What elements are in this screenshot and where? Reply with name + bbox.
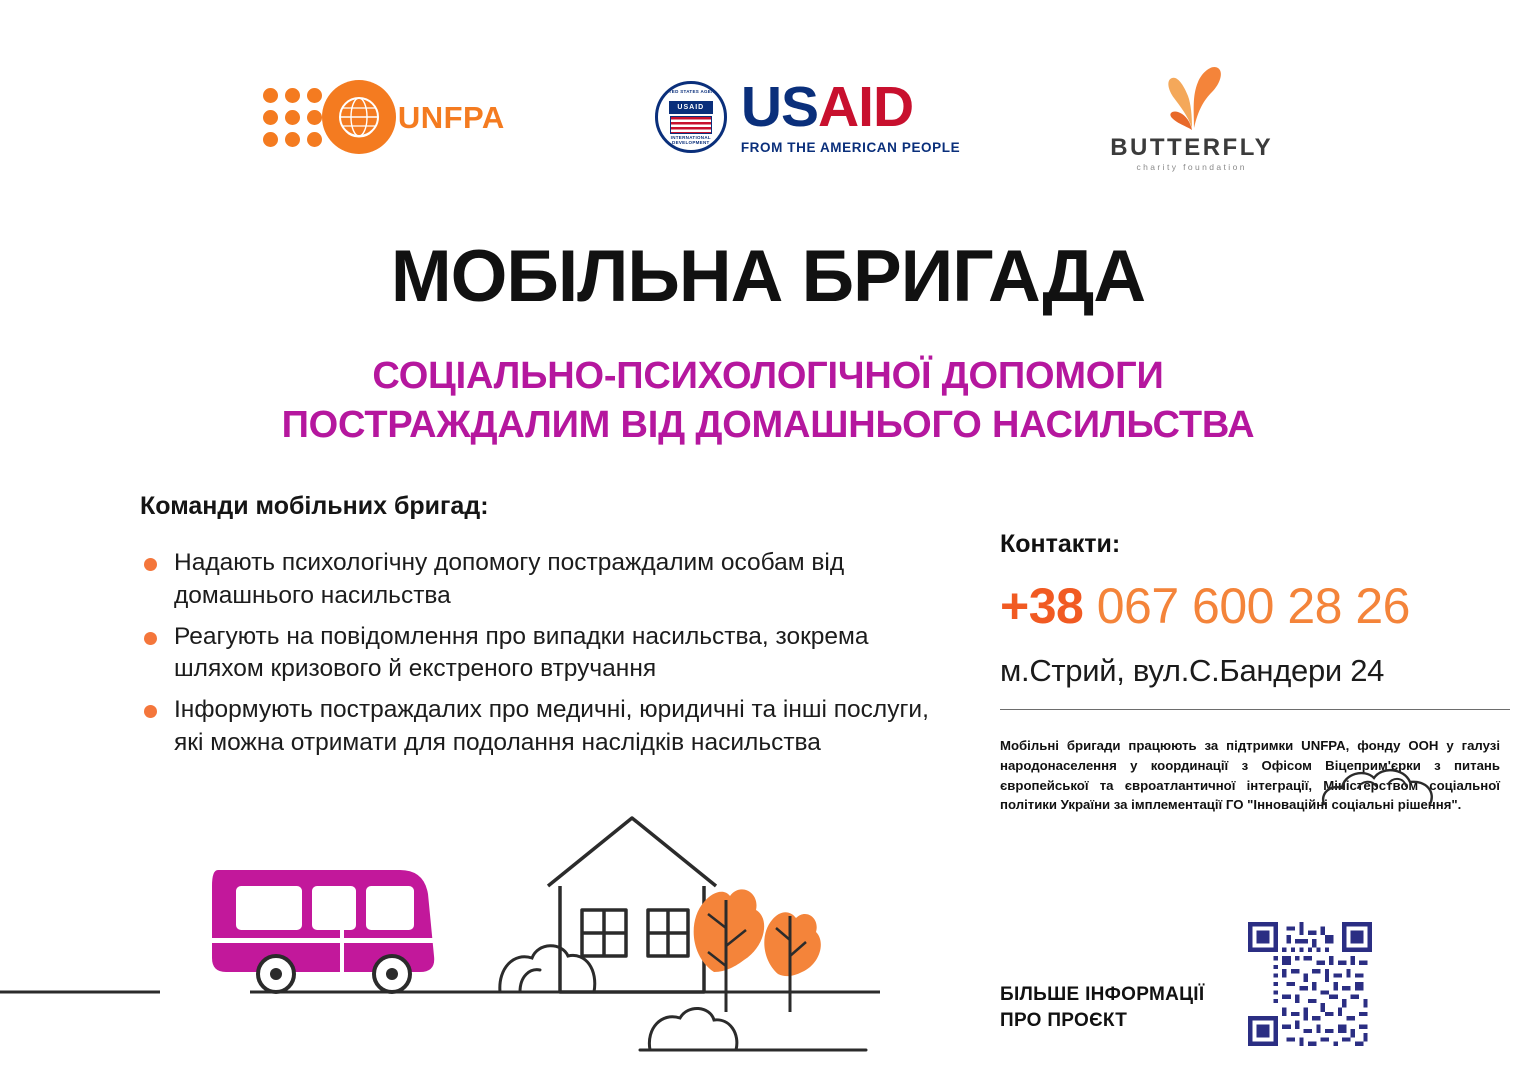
usaid-seal-icon xyxy=(655,81,727,153)
usaid-tagline: FROM THE AMERICAN PEOPLE xyxy=(740,140,961,156)
usaid-seal-stripes-icon xyxy=(670,116,712,134)
contacts-section xyxy=(1000,530,1500,1031)
unfpa-wordmark: UNFPA xyxy=(397,99,505,135)
trees-icon xyxy=(694,889,821,1012)
usaid-wordmark-us: US xyxy=(740,75,818,140)
page-subtitle-line-1: СОЦІАЛЬНО-ПСИХОЛОГІЧНОЇ ДОПОМОГИ xyxy=(372,355,1164,397)
qr-code-icon[interactable] xyxy=(1248,922,1372,1046)
more-info-line-1: БІЛЬШЕ ІНФОРМАЦІЇ xyxy=(1000,984,1205,1005)
phone-country-code: +38 xyxy=(1000,578,1084,634)
un-globe-icon xyxy=(322,80,396,154)
butterfly-logo xyxy=(1110,62,1273,172)
address-text: м.Стрий, вул.С.Бандери 24 xyxy=(1000,653,1385,688)
usaid-logo xyxy=(655,75,961,156)
page-title: МОБІЛЬНА БРИГАДА xyxy=(390,236,1146,317)
more-info-line-2: ПРО ПРОЄКТ xyxy=(1000,1009,1128,1031)
contacts-heading: Контакти: xyxy=(1000,530,1121,558)
usaid-text-block xyxy=(740,75,961,156)
list-item: Надають психологічну допомогу постраждалим особам від домашнього насильства xyxy=(140,547,940,613)
house-icon xyxy=(548,818,716,992)
partner-logos-row xyxy=(0,52,1536,182)
list-item: Інформують постраждалих про медичні, юридичні та інші послуги, які можна отримати для подолання наслідків насильства xyxy=(140,694,940,760)
services-heading: Команди мобільних бригад: xyxy=(140,492,489,520)
page-subtitle xyxy=(0,352,1536,449)
services-section xyxy=(140,492,940,768)
fineprint-text: Мобільні бригади працюють за підтримки UNFPA, фонду ООН у галузі народонаселення у координації з Офісом Віцеприм'єрки з питань європейської та євроатлантичної інтеграції, Міністерством соціальної політики України за імплементації ГО "Інноваційні соціальні рішення". xyxy=(1000,738,1500,813)
phone-local-number: 067 600 28 26 xyxy=(1096,578,1410,634)
scene-illustration xyxy=(0,760,1000,1092)
bush-icon xyxy=(640,1008,866,1050)
phone-number[interactable] xyxy=(1000,578,1500,634)
minibus-icon xyxy=(212,870,434,992)
list-item: Реагують на повідомлення про випадки насильства, зокрема шляхом кризового й екстреного втручання xyxy=(140,621,940,687)
butterfly-subtitle: charity foundation xyxy=(1136,162,1247,172)
usaid-seal-top-text: UNITED STATES AGENCY xyxy=(660,89,722,94)
services-list xyxy=(140,547,940,760)
unfpa-dots-icon xyxy=(263,88,322,147)
usaid-wordmark-aid: AID xyxy=(818,75,914,140)
page-subtitle-line-2: ПОСТРАЖДАЛИМ ВІД ДОМАШНЬОГО НАСИЛЬСТВА xyxy=(281,403,1255,446)
butterfly-icon xyxy=(1154,62,1230,134)
usaid-seal-band: USAID xyxy=(669,101,713,114)
cloud-doodle-icon xyxy=(1318,758,1438,810)
divider xyxy=(1000,709,1510,710)
unfpa-logo xyxy=(263,80,505,154)
more-info-label xyxy=(1000,982,1204,1033)
usaid-seal-bottom-text: INTERNATIONAL DEVELOPMENT xyxy=(670,135,711,145)
usaid-wordmark xyxy=(740,75,960,140)
butterfly-wordmark: BUTTERFLY xyxy=(1110,134,1274,161)
